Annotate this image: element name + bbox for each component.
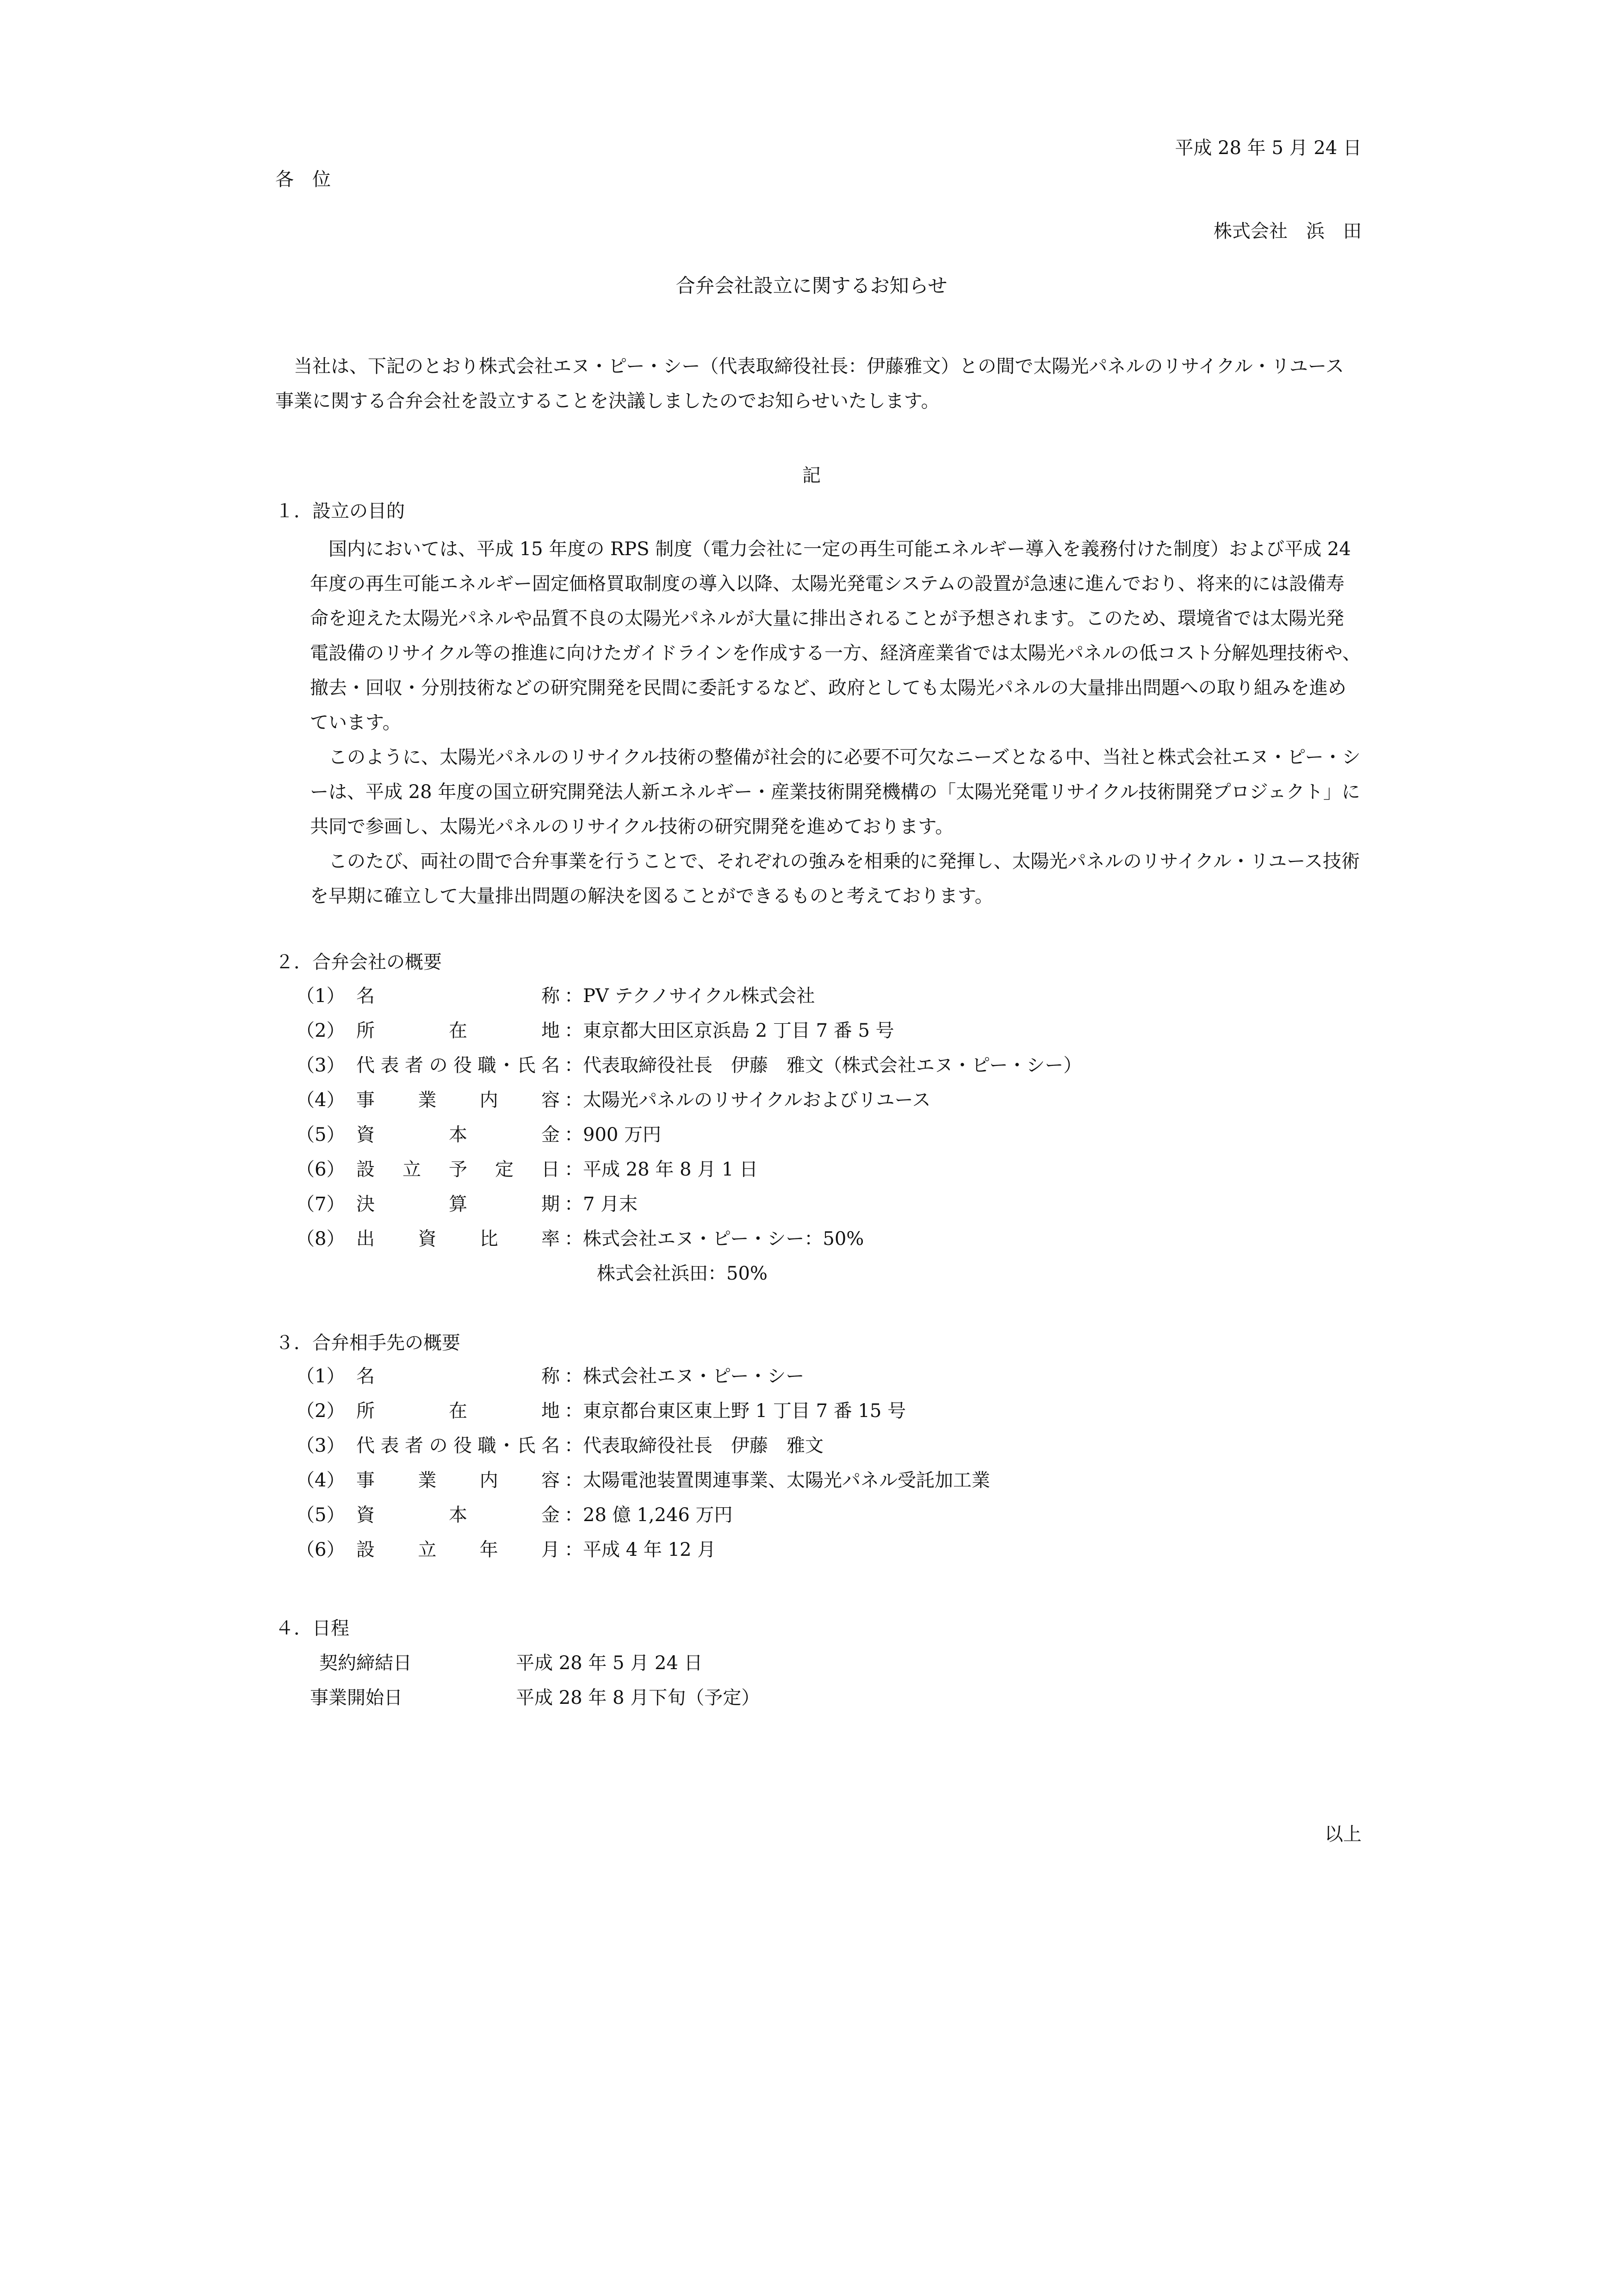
- row-label: 出資比率: [356, 1228, 560, 1250]
- recipient: 各 位: [275, 169, 331, 190]
- colon: ：: [564, 985, 583, 1007]
- document-title: 合弁会社設立に関するお知らせ: [675, 274, 948, 297]
- schedule-value: 平成 28 年 8 月下旬（予定）: [516, 1687, 760, 1708]
- colon: ：: [564, 1020, 583, 1041]
- row-label: 事業内容: [356, 1089, 560, 1111]
- row-number: （1）: [296, 985, 345, 1007]
- row-number: （3）: [296, 1055, 345, 1076]
- row-value: 平成 4 年 12 月: [583, 1539, 716, 1560]
- row-number: （6）: [296, 1539, 345, 1560]
- colon: ：: [564, 1435, 583, 1456]
- row-label: 決算期: [356, 1194, 560, 1215]
- row-label: 事業内容: [356, 1470, 560, 1491]
- colon: ：: [564, 1055, 583, 1076]
- row-value: PV テクノサイクル株式会社: [583, 985, 815, 1007]
- row-label: 設立年月: [356, 1539, 560, 1560]
- section4-heading: ４．日程: [275, 1618, 349, 1639]
- colon: ：: [564, 1366, 583, 1387]
- row-label: 資本金: [356, 1504, 560, 1526]
- colon: ：: [564, 1400, 583, 1422]
- row-value: 平成 28 年 8 月 1 日: [583, 1159, 758, 1180]
- document-date: 平成 28 年 5 月 24 日: [1175, 137, 1362, 159]
- row-value: 28 億 1,246 万円: [583, 1504, 733, 1526]
- row-value: 7 月末: [583, 1194, 638, 1215]
- row-number: （2）: [296, 1400, 345, 1422]
- row-label: 所在地: [356, 1020, 560, 1041]
- row-value: 株式会社エヌ・ピー・シー：50%: [583, 1228, 864, 1250]
- schedule-label: 契約締結日: [319, 1652, 412, 1674]
- row-label: 所在地: [356, 1400, 560, 1422]
- row-value: 太陽光パネルのリサイクルおよびリユース: [583, 1089, 931, 1111]
- row-value: 東京都台東区東上野 1 丁目 7 番 15 号: [583, 1400, 906, 1422]
- intro-paragraph: 当社は、下記のとおり株式会社エヌ・ピー・シー（代表取締役社長：伊藤雅文）との間で太陽光パネルのリサイクル・リユース事業に関する合弁会社を設立することを決議しましたのでお知らせいたします。: [275, 356, 1344, 412]
- row-number: （1）: [296, 1366, 345, 1387]
- row-value: 代表取締役社長 伊藤 雅文: [583, 1435, 824, 1456]
- colon: ：: [564, 1089, 583, 1111]
- row-value: 太陽電池装置関連事業、太陽光パネル受託加工業: [583, 1470, 990, 1491]
- row-value: 東京都大田区京浜島 2 丁目 7 番 5 号: [583, 1020, 894, 1041]
- row-number: （3）: [296, 1435, 345, 1456]
- row-number: （6）: [296, 1159, 345, 1180]
- colon: ：: [564, 1159, 583, 1180]
- row-label: 設立予定日: [356, 1159, 560, 1180]
- row-value: 代表取締役社長 伊藤 雅文（株式会社エヌ・ピー・シー）: [583, 1055, 1082, 1076]
- row-label: 資本金: [356, 1124, 560, 1145]
- row-number: （4）: [296, 1089, 345, 1111]
- colon: ：: [564, 1228, 583, 1250]
- row-number: （4）: [296, 1470, 345, 1491]
- row-value: 株式会社浜田：50%: [597, 1263, 768, 1284]
- schedule-value: 平成 28 年 5 月 24 日: [516, 1652, 703, 1674]
- closing-mark: 以上: [1325, 1824, 1362, 1845]
- colon: ：: [564, 1194, 583, 1215]
- row-number: （8）: [296, 1228, 345, 1250]
- colon: ：: [564, 1470, 583, 1491]
- colon: ：: [564, 1539, 583, 1560]
- row-value: 900 万円: [583, 1124, 662, 1145]
- colon: ：: [564, 1124, 583, 1145]
- row-number: （5）: [296, 1504, 345, 1526]
- row-number: （5）: [296, 1124, 345, 1145]
- row-value: 株式会社エヌ・ピー・シー: [583, 1366, 805, 1387]
- section1-paragraph: このように、太陽光パネルのリサイクル技術の整備が社会的に必要不可欠なニーズとなる中、当社と株式会社エヌ・ピー・シーは、平成 28 年度の国立研究開発法人新エネルギー・産業技術開発機構の「太陽光発電リサイクル技術開発プロジェクト」に共同で参画し、太陽光パネルのリサイクル技術の研究開発を進めております。: [310, 747, 1361, 837]
- row-number: （2）: [296, 1020, 345, 1041]
- company-name: 株式会社 浜 田: [1214, 221, 1362, 242]
- section1-paragraph: 国内においては、平成 15 年度の RPS 制度（電力会社に一定の再生可能エネルギー導入を義務付けた制度）および平成 24 年度の再生可能エネルギー固定価格買取制度の導入以降、太陽光発電システムの設置が急速に進んでおり、将来的には設備寿命を迎えた太陽光パネルや品質不良の太陽光パネルが大量に排出されることが予想されます。このため、環境省では太陽光発電設備のリサイクル等の推進に向けたガイドラインを作成する一方、経済産業省では太陽光パネルの低コスト分解処理技術や、撤去・回収・分別技術などの研究開発を民間に委託するなど、政府としても太陽光パネルの大量排出問題への取り組みを進めています。: [310, 538, 1361, 733]
- ki-mark: 記: [802, 465, 821, 486]
- schedule-label: 事業開始日: [310, 1687, 403, 1708]
- row-number: （7）: [296, 1194, 345, 1215]
- section2-heading: ２．合弁会社の概要: [275, 952, 442, 973]
- row-label: 代表者の役職･氏名: [356, 1055, 560, 1076]
- section1-paragraph: このたび、両社の間で合弁事業を行うことで、それぞれの強みを相乗的に発揮し、太陽光パネルのリサイクル・リユース技術を早期に確立して大量排出問題の解決を図ることができるものと考えております。: [310, 851, 1360, 907]
- section3-heading: ３．合弁相手先の概要: [275, 1332, 460, 1354]
- row-label: 名称: [356, 985, 560, 1007]
- row-label: 名称: [356, 1366, 560, 1387]
- row-label: 代表者の役職･氏名: [356, 1435, 560, 1456]
- section1-heading: １．設立の目的: [275, 501, 405, 522]
- colon: ：: [564, 1504, 583, 1526]
